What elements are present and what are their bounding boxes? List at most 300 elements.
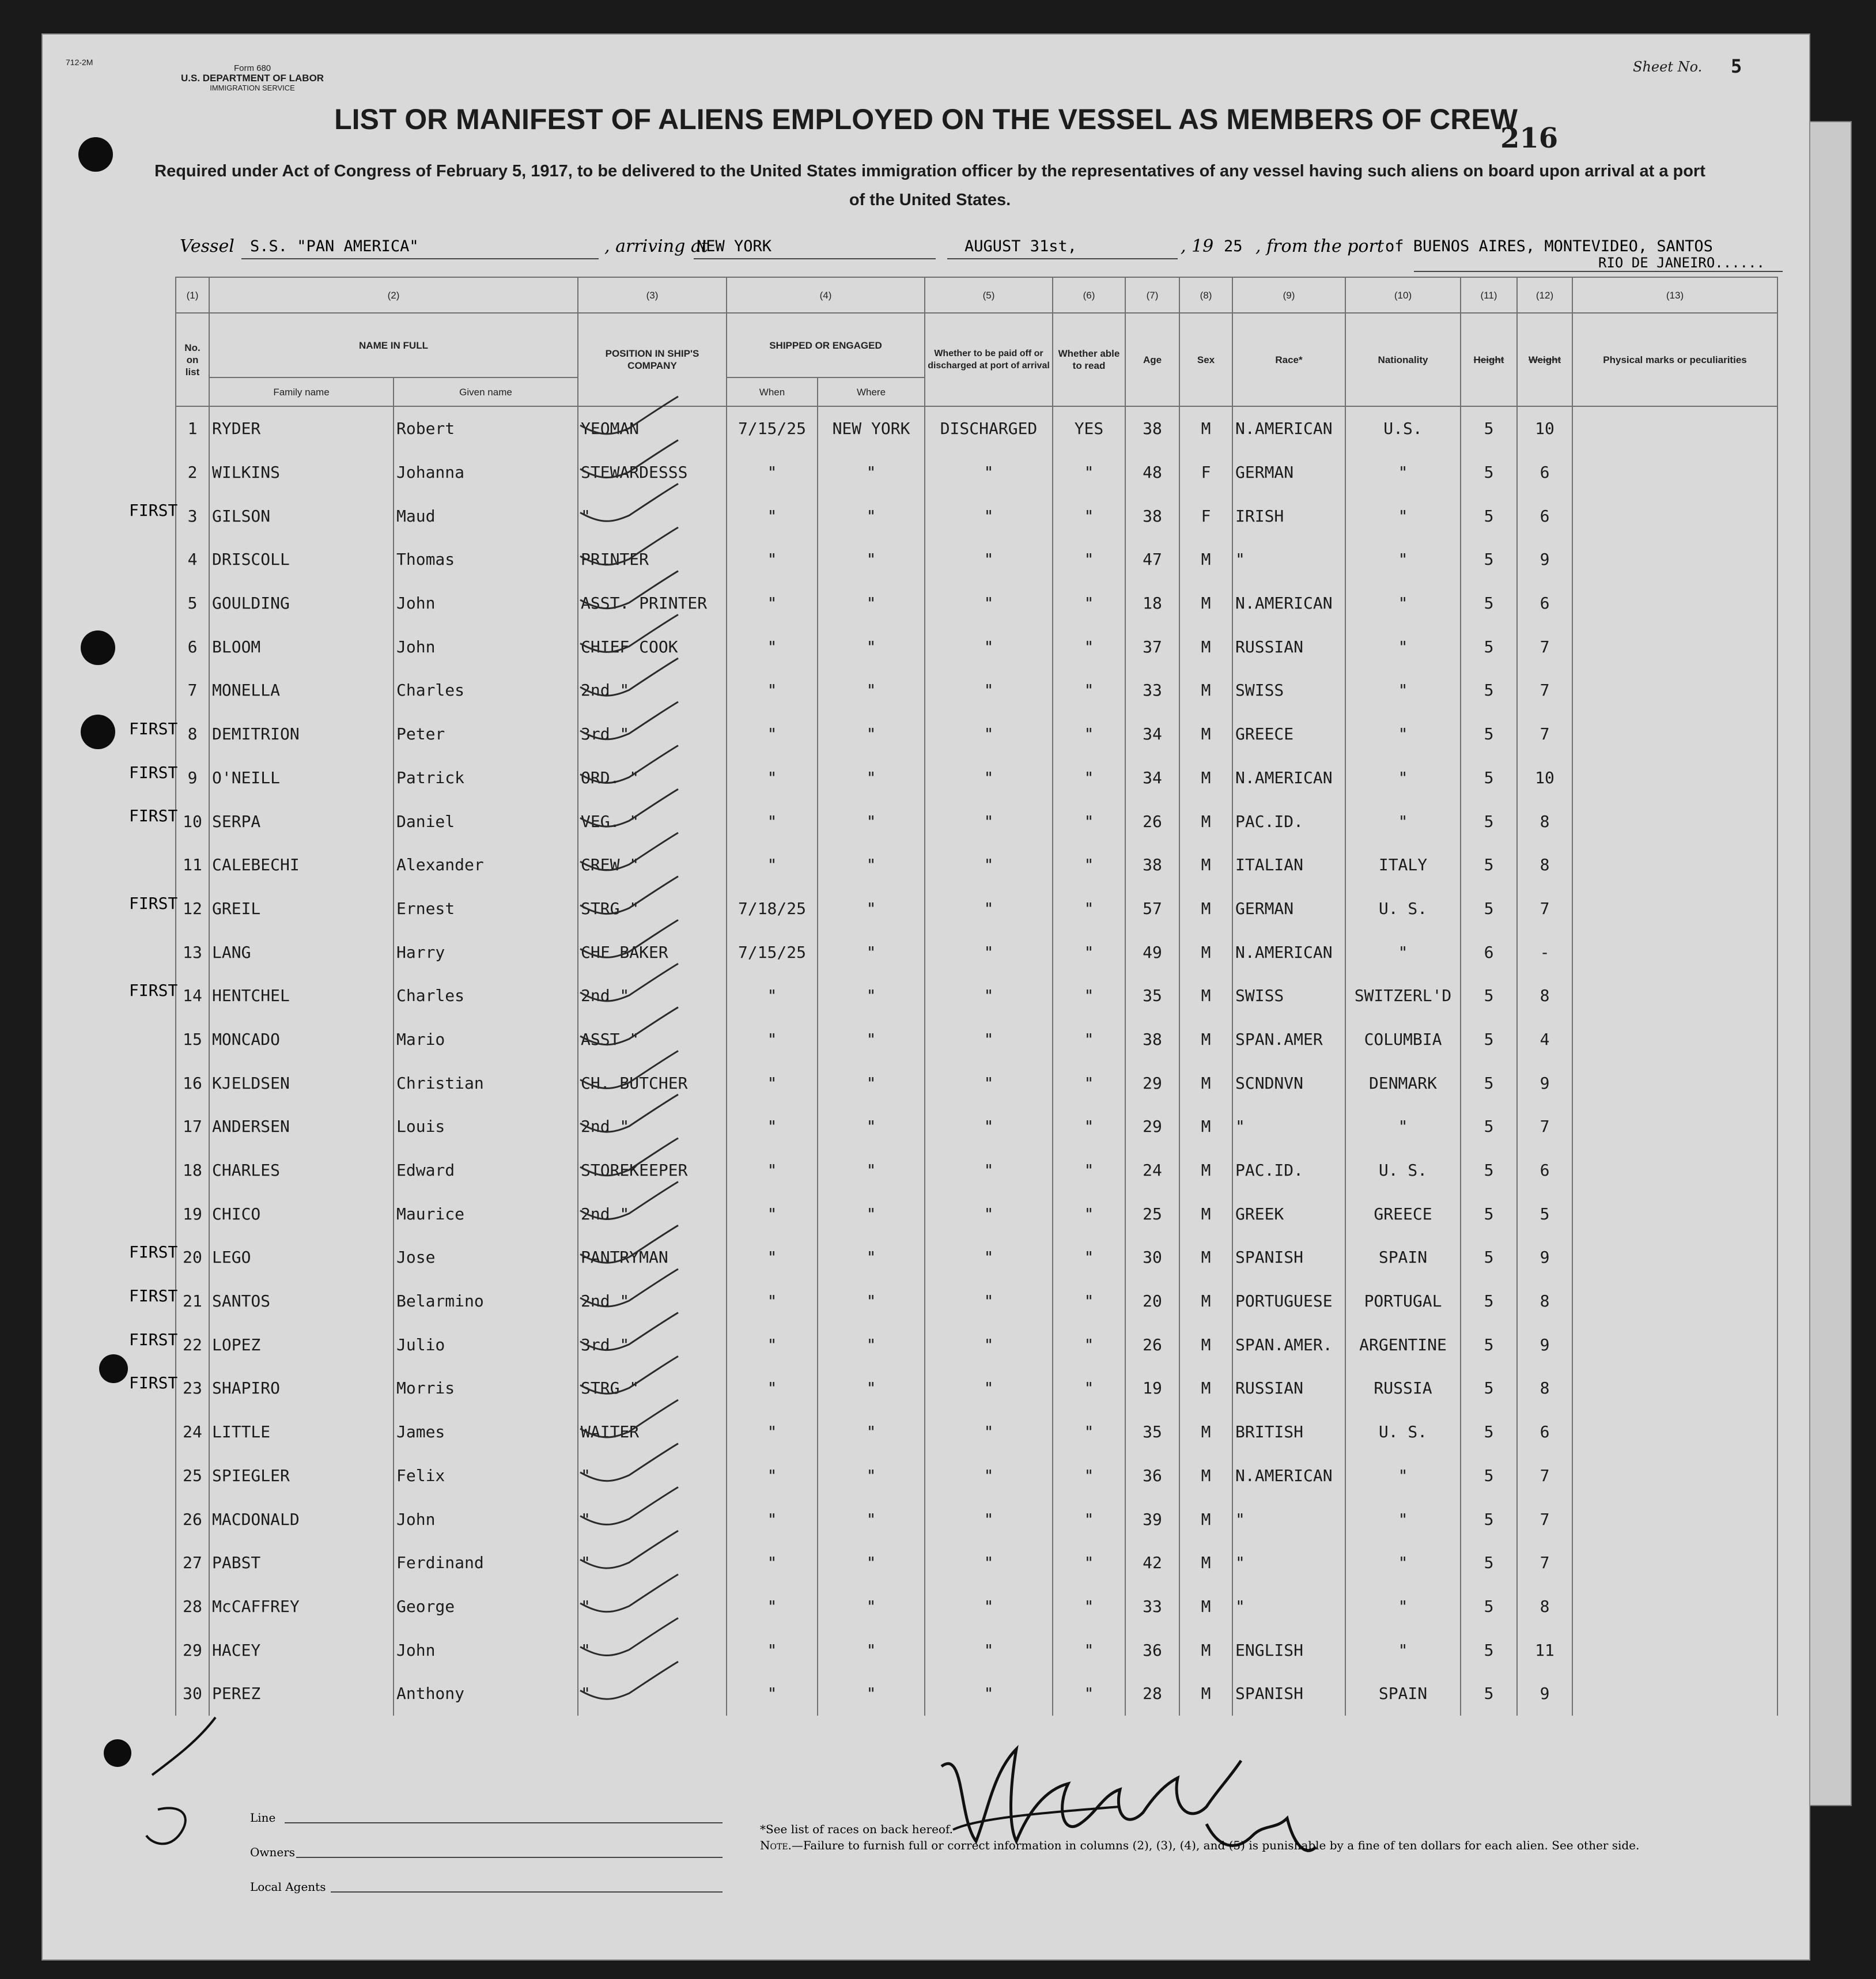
shipped-when: " [727,1454,818,1498]
row-number: 8 [176,712,209,756]
age: 38 [1125,406,1179,451]
shipped-where: " [818,669,925,712]
pencil-check-mark [580,1618,678,1656]
shipped-where: " [818,625,925,669]
row-number: 23 [176,1366,209,1410]
owners-label: Owners [250,1845,296,1859]
able-to-read: " [1053,843,1125,887]
position: STOREKEEPER [578,1149,727,1192]
weight: 11 [1517,1628,1572,1672]
shipped-when: " [727,1410,818,1454]
race: " [1232,1541,1345,1585]
able-to-read: " [1053,1672,1125,1716]
pencil-check-mark [580,833,678,870]
sex: M [1179,1410,1232,1454]
sex: M [1179,581,1232,625]
left-margin-note: FIRST [129,1373,178,1393]
shipped-where: " [818,581,925,625]
sex: M [1179,1061,1232,1105]
weight: 7 [1517,669,1572,712]
nationality: PORTUGAL [1345,1279,1461,1323]
able-to-read: " [1053,1149,1125,1192]
position: 2nd " [578,1105,727,1149]
weight: 6 [1517,451,1572,494]
race: BRITISH [1232,1410,1345,1454]
paid-off: " [925,1018,1053,1062]
family-name: RYDER [209,406,394,451]
header-age: Age [1125,313,1179,406]
height: 5 [1461,406,1517,451]
sex: M [1179,1541,1232,1585]
row-number: 21 [176,1279,209,1323]
position: CREW " [578,843,727,887]
age: 36 [1125,1628,1179,1672]
weight: 6 [1517,1410,1572,1454]
race: GREEK [1232,1192,1345,1236]
family-name: DEMITRION [209,712,394,756]
paid-off: " [925,930,1053,974]
position: " [578,1541,727,1585]
weight: 7 [1517,1454,1572,1498]
height: 5 [1461,1366,1517,1410]
race: N.AMERICAN [1232,756,1345,800]
col-number: (3) [578,277,727,313]
sex: M [1179,625,1232,669]
row-number: 3 [176,494,209,538]
nationality: SWITZERL'D [1345,974,1461,1018]
col-number: (12) [1517,277,1572,313]
able-to-read: " [1053,799,1125,843]
paid-off: " [925,669,1053,712]
paid-off: " [925,451,1053,494]
header-height: Height [1461,313,1517,406]
nationality: " [1345,1105,1461,1149]
left-margin-note: FIRST [129,981,178,1000]
paid-off: DISCHARGED [925,406,1053,451]
shipped-where: NEW YORK [818,406,925,451]
height: 5 [1461,451,1517,494]
age: 34 [1125,756,1179,800]
position: " [578,1454,727,1498]
row-number: 4 [176,538,209,581]
sex: M [1179,1323,1232,1366]
shipped-when: " [727,1018,818,1062]
family-name: SERPA [209,799,394,843]
row-number: 1 [176,406,209,451]
paid-off: " [925,1366,1053,1410]
note-label: Note. [760,1838,792,1852]
family-name: PABST [209,1541,394,1585]
shipped-where: " [818,451,925,494]
sheet-number: 5 [1731,55,1742,77]
paid-off: " [925,1236,1053,1279]
paid-off: " [925,1585,1053,1629]
weight: 8 [1517,1279,1572,1323]
position: YEOMAN [578,406,727,451]
position: " [578,494,727,538]
pencil-check-mark [580,1661,678,1699]
row-number: 10 [176,799,209,843]
weight: 9 [1517,1672,1572,1716]
position: 2nd " [578,1279,727,1323]
shipped-where: " [818,1061,925,1105]
height: 5 [1461,538,1517,581]
family-name: GOULDING [209,581,394,625]
paid-off: " [925,1061,1053,1105]
shipped-when: " [727,974,818,1018]
left-margin-note: FIRST [129,806,178,826]
weight: 6 [1517,581,1572,625]
age: 39 [1125,1497,1179,1541]
family-name: MONELLA [209,669,394,712]
height: 5 [1461,1061,1517,1105]
position: 3rd " [578,712,727,756]
row-number: 5 [176,581,209,625]
col-number: (7) [1125,277,1179,313]
shipped-where: " [818,1672,925,1716]
nationality: SPAIN [1345,1236,1461,1279]
row-number: 22 [176,1323,209,1366]
race: ENGLISH [1232,1628,1345,1672]
able-to-read: " [1053,1279,1125,1323]
paid-off: " [925,1497,1053,1541]
col-number: (5) [925,277,1053,313]
shipped-where: " [818,1454,925,1498]
age: 26 [1125,799,1179,843]
fine-note [760,1838,1639,1852]
position: PRINTER [578,538,727,581]
race: N.AMERICAN [1232,406,1345,451]
able-to-read: " [1053,451,1125,494]
given-name: Patrick [394,756,578,800]
height: 6 [1461,930,1517,974]
pencil-check-mark [580,1531,678,1568]
able-to-read: " [1053,538,1125,581]
able-to-read: " [1053,1541,1125,1585]
left-margin-note: FIRST [129,1286,178,1305]
position: VEG. " [578,799,727,843]
family-name: PEREZ [209,1672,394,1716]
given-name: Ferdinand [394,1541,578,1585]
header-where: Where [818,377,925,406]
sex: M [1179,669,1232,712]
race: " [1232,1585,1345,1629]
row-number: 17 [176,1105,209,1149]
nationality: GREECE [1345,1192,1461,1236]
given-name: Maud [394,494,578,538]
paid-off: " [925,712,1053,756]
able-to-read: " [1053,974,1125,1018]
nationality: " [1345,494,1461,538]
races-footnote: *See list of races on back hereof. [760,1822,954,1836]
pencil-check-mark [580,1487,678,1525]
shipped-when: " [727,1149,818,1192]
age: 25 [1125,1192,1179,1236]
height: 5 [1461,625,1517,669]
document-title: LIST OR MANIFEST OF ALIENS EMPLOYED ON THE VESSEL AS MEMBERS OF CREW [334,103,1518,135]
row-number: 12 [176,887,209,931]
shipped-where: " [818,538,925,581]
family-name: MONCADO [209,1018,394,1062]
paid-off: " [925,1105,1053,1149]
given-name: John [394,581,578,625]
shipped-where: " [818,1105,925,1149]
weight: 7 [1517,887,1572,931]
shipped-when: " [727,581,818,625]
vessel-name: S.S. "PAN AMERICA" [250,237,419,255]
nationality: DENMARK [1345,1061,1461,1105]
shipped-where: " [818,756,925,800]
departure-ports-continued: RIO DE JANEIRO...... [1598,255,1765,271]
pencil-check-mark [580,615,678,652]
able-to-read: YES [1053,406,1125,451]
family-name: GILSON [209,494,394,538]
position: 2nd " [578,669,727,712]
form-code: 712-2M [66,58,93,67]
from-port-label: , from the port [1255,236,1384,256]
able-to-read: " [1053,930,1125,974]
header-physical-marks: Physical marks or peculiarities [1572,313,1777,406]
family-name: LEGO [209,1236,394,1279]
paid-off: " [925,887,1053,931]
col-number: (6) [1053,277,1125,313]
given-name: John [394,1497,578,1541]
age: 26 [1125,1323,1179,1366]
age: 42 [1125,1541,1179,1585]
shipped-where: " [818,843,925,887]
shipped-where: " [818,974,925,1018]
family-name: HACEY [209,1628,394,1672]
family-name: O'NEILL [209,756,394,800]
nationality: U. S. [1345,1410,1461,1454]
age: 33 [1125,669,1179,712]
paid-off: " [925,1149,1053,1192]
pencil-check-mark [580,1313,678,1350]
position: CH. BUTCHER [578,1061,727,1105]
given-name: Harry [394,930,578,974]
weight: 9 [1517,1061,1572,1105]
given-name: Charles [394,974,578,1018]
pencil-check-mark [580,702,678,739]
sex: M [1179,712,1232,756]
family-name: WILKINS [209,451,394,494]
nationality: ITALY [1345,843,1461,887]
height: 5 [1461,974,1517,1018]
header-able-to-read: Whether able to read [1053,313,1125,406]
shipped-where: " [818,1279,925,1323]
able-to-read: " [1053,1410,1125,1454]
nationality: " [1345,1497,1461,1541]
age: 18 [1125,581,1179,625]
given-name: Alexander [394,843,578,887]
given-name: Christian [394,1061,578,1105]
header-weight: Weight [1517,313,1572,406]
row-number: 27 [176,1541,209,1585]
row-number: 2 [176,451,209,494]
nationality: " [1345,799,1461,843]
pencil-check-mark [580,1400,678,1437]
shipped-where: " [818,1192,925,1236]
weight: 7 [1517,1541,1572,1585]
able-to-read: " [1053,581,1125,625]
shipped-when: " [727,1366,818,1410]
shipped-where: " [818,1149,925,1192]
shipped-when: " [727,451,818,494]
height: 5 [1461,799,1517,843]
given-name: Louis [394,1105,578,1149]
arrival-date: AUGUST 31st, [965,237,1077,255]
nationality: " [1345,451,1461,494]
height: 5 [1461,494,1517,538]
pencil-check-mark [580,1225,678,1263]
pencil-check-mark [580,746,678,783]
pencil-check-mark [580,920,678,957]
age: 29 [1125,1105,1179,1149]
age: 20 [1125,1279,1179,1323]
row-number: 20 [176,1236,209,1279]
sex: M [1179,1279,1232,1323]
family-name: LANG [209,930,394,974]
row-number: 14 [176,974,209,1018]
height: 5 [1461,712,1517,756]
family-name: SHAPIRO [209,1366,394,1410]
race: N.AMERICAN [1232,930,1345,974]
pencil-check-mark [580,1182,678,1219]
shipped-where: " [818,494,925,538]
header-when: When [727,377,818,406]
shipped-when: " [727,494,818,538]
nationality: " [1345,1454,1461,1498]
shipped-when: " [727,1628,818,1672]
year-prefix: , 19 [1181,236,1214,256]
form-number: Form 680 [233,63,271,73]
sex: M [1179,1672,1232,1716]
weight: 7 [1517,1497,1572,1541]
weight: 10 [1517,406,1572,451]
weight: 7 [1517,1105,1572,1149]
department-name: U.S. DEPARTMENT OF LABOR [181,73,324,84]
row-number: 9 [176,756,209,800]
sex: M [1179,1236,1232,1279]
paid-off: " [925,538,1053,581]
height: 5 [1461,1410,1517,1454]
age: 30 [1125,1236,1179,1279]
able-to-read: " [1053,1018,1125,1062]
given-name: Felix [394,1454,578,1498]
given-name: Charles [394,669,578,712]
shipped-where: " [818,1541,925,1585]
nationality: " [1345,538,1461,581]
race: GERMAN [1232,887,1345,931]
given-name: John [394,625,578,669]
col-number: (11) [1461,277,1517,313]
pencil-check-mark [580,658,678,696]
row-number: 6 [176,625,209,669]
left-margin-note: FIRST [129,1330,178,1349]
race: PAC.ID. [1232,799,1345,843]
age: 34 [1125,712,1179,756]
race: PAC.ID. [1232,1149,1345,1192]
family-name: HENTCHEL [209,974,394,1018]
able-to-read: " [1053,1192,1125,1236]
sex: M [1179,1585,1232,1629]
sex: M [1179,1628,1232,1672]
sex: M [1179,1105,1232,1149]
nationality: SPAIN [1345,1672,1461,1716]
row-number: 25 [176,1454,209,1498]
pencil-check-mark [580,789,678,826]
sex: M [1179,538,1232,581]
weight: 4 [1517,1018,1572,1062]
shipped-when: " [727,1672,818,1716]
position: 2nd " [578,974,727,1018]
family-name: GREIL [209,887,394,931]
sex: M [1179,1192,1232,1236]
weight: 7 [1517,712,1572,756]
weight: 7 [1517,625,1572,669]
height: 5 [1461,1585,1517,1629]
race: SCNDNVN [1232,1061,1345,1105]
shipped-where: " [818,1628,925,1672]
race: GERMAN [1232,451,1345,494]
arriving-label: , arriving at [604,236,708,256]
shipped-when: " [727,712,818,756]
shipped-when: " [727,669,818,712]
height: 5 [1461,581,1517,625]
age: 38 [1125,494,1179,538]
height: 5 [1461,1454,1517,1498]
race: N.AMERICAN [1232,581,1345,625]
age: 36 [1125,1454,1179,1498]
nationality: " [1345,1585,1461,1629]
manifest-sheet [41,33,1810,1961]
family-name: LOPEZ [209,1323,394,1366]
paid-off: " [925,1192,1053,1236]
header-no-on-list: No. on list [176,313,209,406]
sex: M [1179,974,1232,1018]
race: SPAN.AMER [1232,1018,1345,1062]
pencil-check-mark [580,571,678,609]
left-margin-note: FIRST [129,762,178,782]
able-to-read: " [1053,494,1125,538]
family-name: CHICO [209,1192,394,1236]
weight: 6 [1517,1149,1572,1192]
sex: M [1179,843,1232,887]
race: RUSSIAN [1232,1366,1345,1410]
given-name: Morris [394,1366,578,1410]
weight: - [1517,930,1572,974]
row-number: 19 [176,1192,209,1236]
col-number: (1) [176,277,209,313]
age: 37 [1125,625,1179,669]
sheet-number-label: Sheet No. [1633,59,1703,75]
paid-off: " [925,756,1053,800]
given-name: Anthony [394,1672,578,1716]
able-to-read: " [1053,625,1125,669]
row-number: 29 [176,1628,209,1672]
height: 5 [1461,756,1517,800]
shipped-when: " [727,1585,818,1629]
sex: M [1179,1497,1232,1541]
race: RUSSIAN [1232,625,1345,669]
family-name: BLOOM [209,625,394,669]
paid-off: " [925,1454,1053,1498]
able-to-read: " [1053,1105,1125,1149]
local-agents-label: Local Agents [250,1880,326,1894]
weight: 8 [1517,799,1572,843]
pencil-check-mark [580,1269,678,1306]
age: 19 [1125,1366,1179,1410]
